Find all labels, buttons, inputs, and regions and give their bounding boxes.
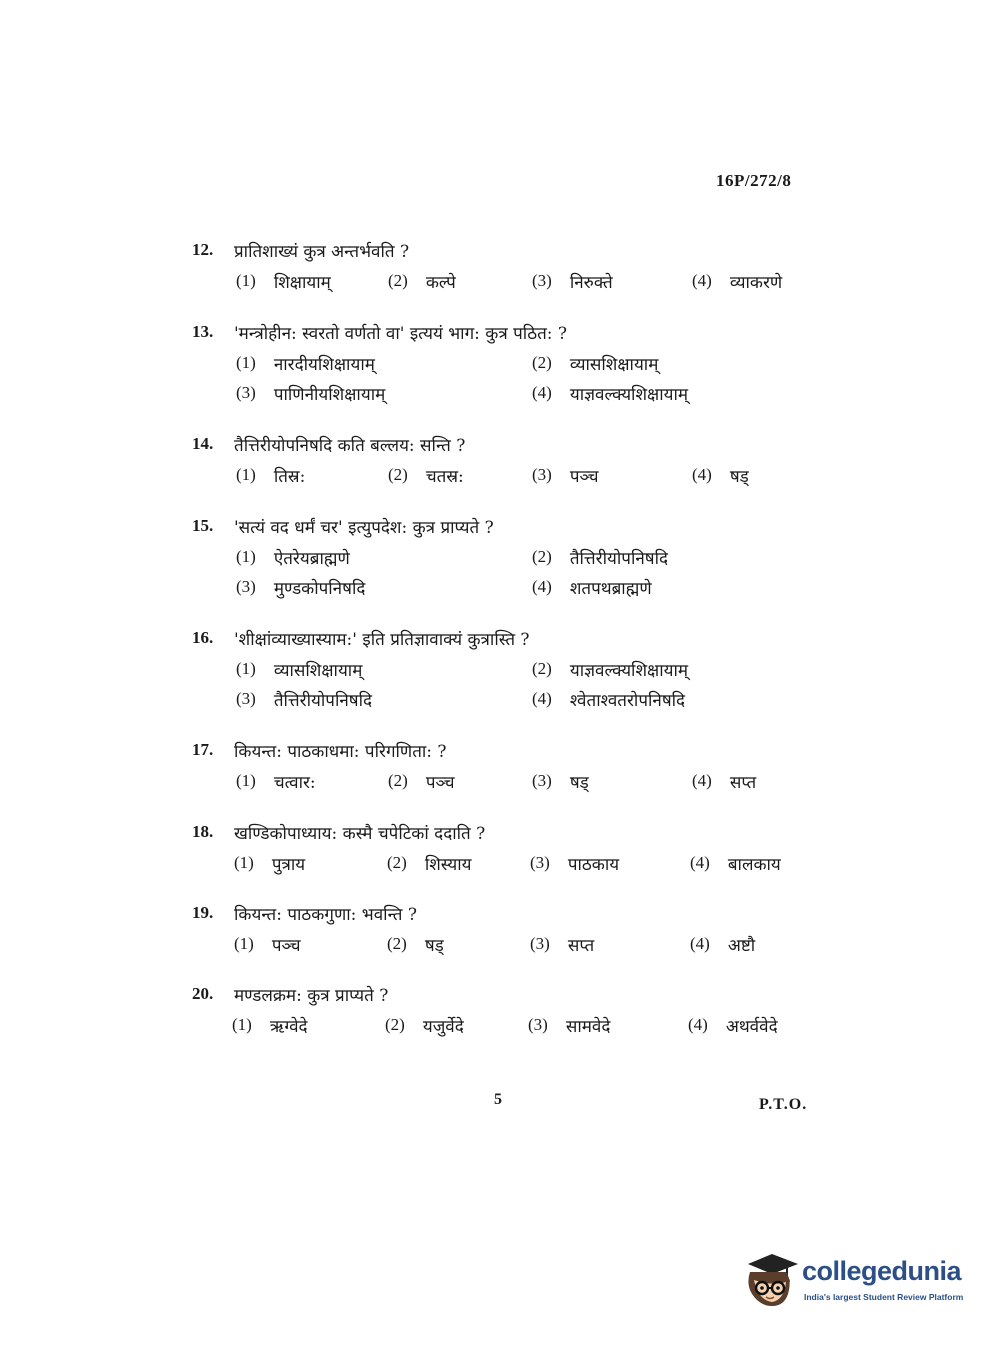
option-3: (3) सामवेदे [528,1015,611,1037]
option-1: (1) नारदीयशिक्षायाम् [236,353,375,375]
question-number: 16. [192,628,214,647]
option-1: (1) शिक्षायाम् [236,271,331,293]
question-number: 19. [192,903,214,922]
option-4: (4) श्वेताश्वतरोपनिषदि [532,689,686,711]
option-4: (4) बालकाय [690,853,781,875]
option-3: (3) पाठकाय [530,853,620,875]
question-number: 12. [192,240,214,259]
pto-label: P.T.O. [759,1096,808,1113]
option-2: (2) तैत्तिरीयोपनिषदि [532,547,669,569]
question-text: मण्डलक्रम: कुत्र प्राप्यते ? [234,985,389,1006]
question-text: 'मन्त्रोहीन: स्वरतो वर्णतो वा' इत्ययं भाग: कुत्र पठित: ? [234,323,568,344]
option-3: (3) मुण्डकोपनिषदि [236,577,366,599]
question-number: 17. [192,740,214,759]
option-3: (3) पञ्च [532,465,599,487]
option-3: (3) पाणिनीयशिक्षायाम् [236,383,386,405]
question-text: कियन्त: पाठकाधमा: परिगणिता: ? [234,741,447,762]
option-4: (4) अथर्ववेदे [688,1015,778,1037]
logo-wordmark: collegedunia [802,1256,962,1286]
option-4: (4) व्याकरणे [692,271,783,293]
option-2: (2) कल्पे [388,271,456,293]
question-text: 'सत्यं वद धर्मं चर' इत्युपदेश: कुत्र प्राप्यते ? [234,517,494,538]
question-text: कियन्त: पाठकगुणा: भवन्ति ? [234,904,418,925]
logo-tagline: India's largest Student Review Platform [804,1292,964,1302]
question-number: 14. [192,434,214,453]
option-4: (4) शतपथब्राह्मणे [532,577,652,599]
option-4: (4) अष्टौ [690,934,756,956]
option-1: (1) ऋग्वेदे [232,1015,308,1037]
option-2: (2) याज्ञवल्क्यशिक्षायाम् [532,659,689,681]
question-number: 20. [192,984,214,1003]
mascot-icon [742,1250,800,1312]
option-3: (3) निरुक्ते [532,271,613,293]
page-number: 5 [494,1091,502,1108]
option-1: (1) पञ्च [234,934,301,956]
option-1: (1) ऐतरेयब्राह्मणे [236,547,350,569]
question-number: 15. [192,516,214,535]
option-4: (4) याज्ञवल्क्यशिक्षायाम् [532,383,689,405]
option-3: (3) सप्त [530,934,595,956]
option-2: (2) पञ्च [388,771,455,793]
question-text: 'शीक्षांव्याख्यास्याम:' इति प्रतिज्ञावाक्यं कुत्रास्ति ? [234,629,530,650]
option-2: (2) यजुर्वेदे [385,1015,464,1037]
option-4: (4) षड् [692,465,749,487]
option-2: (2) षड् [387,934,444,956]
option-1: (1) पुत्राय [234,853,306,875]
option-3: (3) षड् [532,771,589,793]
option-2: (2) शिस्याय [387,853,472,875]
option-4: (4) सप्त [692,771,757,793]
option-1: (1) चत्वार: [236,771,316,793]
question-number: 13. [192,322,214,341]
question-text: प्रातिशाख्यं कुत्र अन्तर्भवति ? [234,241,410,262]
option-2: (2) चतस्र: [388,465,464,487]
collegedunia-logo [742,1250,972,1312]
question-text: खण्डिकोपाध्याय: कस्मै चपेटिकां ददाति ? [234,823,486,844]
option-2: (2) व्यासशिक्षायाम् [532,353,659,375]
paper-code: 16P/272/8 [716,171,792,190]
option-1: (1) व्यासशिक्षायाम् [236,659,363,681]
question-text: तैत्तिरीयोपनिषदि कति बल्लय: सन्ति ? [234,435,466,456]
option-3: (3) तैत्तिरीयोपनिषदि [236,689,373,711]
question-number: 18. [192,822,214,841]
option-1: (1) तिस्र: [236,465,306,487]
